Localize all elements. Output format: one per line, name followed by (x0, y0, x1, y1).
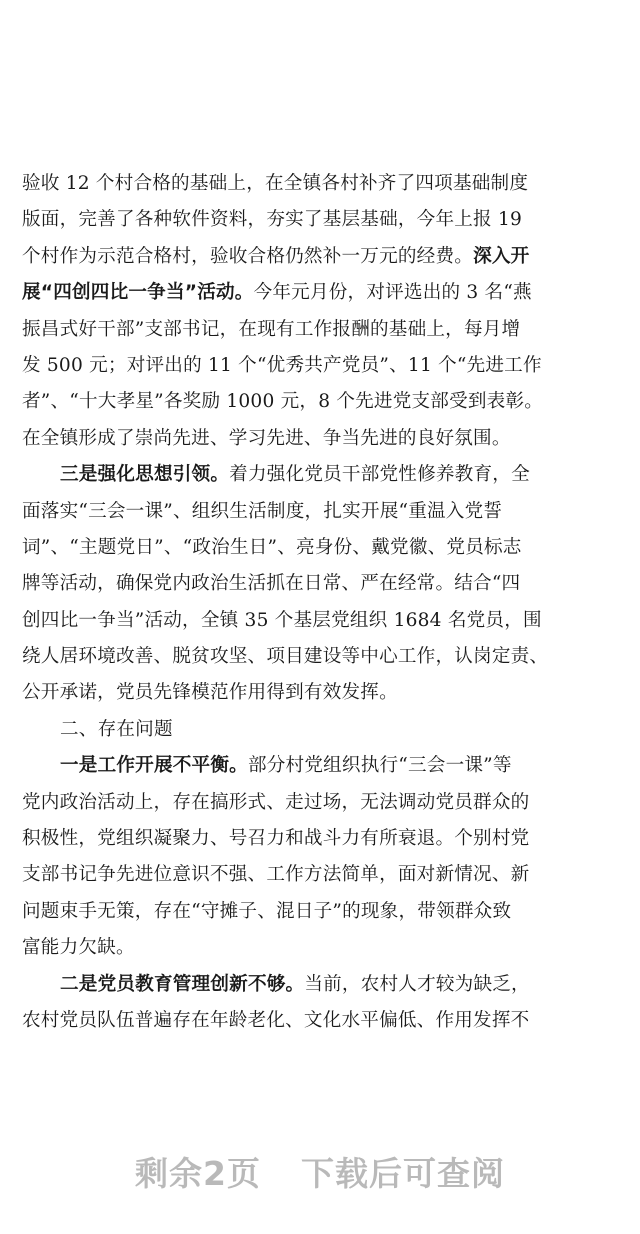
text-line (22, 275, 612, 311)
text-line (22, 457, 612, 493)
text-line (22, 785, 612, 821)
text-line (22, 239, 612, 275)
text-line (22, 166, 612, 202)
text-segment: 二、存在问题 (60, 718, 173, 740)
text-segment: 今年元月份，对评选出的 3 名“燕 (253, 282, 532, 304)
text-segment: 验收 12 个村合格的基础上，在全镇各村补齐了四项基础制度 (22, 173, 529, 194)
text-segment: 振昌式好干部”支部书记，在现有工作报酬的基础上，每月增 (22, 318, 521, 340)
text-line (22, 639, 612, 675)
text-line (22, 421, 612, 457)
bold-text-segment: 展“四创四比一争当”活动。 (22, 282, 254, 304)
text-segment: 绕人居环境改善、脱贫攻坚、项目建设等中心工作，认岗定责、 (22, 646, 549, 668)
section-heading (22, 712, 612, 748)
text-segment: 牌等活动，确保党内政治生活抓在日常、严在经常。结合“四 (22, 573, 521, 595)
text-segment: 当前，农村人才较为缺乏， (304, 973, 530, 995)
text-segment: 支部书记争先进位意识不强、工作方法简单，面对新情况、新 (22, 864, 530, 886)
text-line (22, 603, 612, 639)
text-segment: 个村作为示范合格村，验收合格仍然补一万元的经费。 (22, 245, 474, 267)
text-line (22, 494, 612, 530)
bold-text-segment: 深入开 (473, 245, 530, 267)
text-segment: 面落实“三会一课”、组织生活制度，扎实开展“重温入党誓 (22, 500, 503, 522)
text-segment: 发 500 元；对评出的 11 个“优秀共产党员”、11 个“先进工作 (22, 354, 542, 376)
text-segment: 着力强化党员干部党性修养教育，全 (229, 464, 530, 486)
bold-text-segment: 一是工作开展不平衡。 (60, 755, 248, 777)
text-line (22, 566, 612, 602)
bold-text-segment: 二是党员教育管理创新不够。 (60, 973, 305, 995)
text-line (22, 821, 612, 857)
text-segment: 党内政治活动上，存在搞形式、走过场，无法调动党员群众的 (22, 791, 530, 813)
text-line (22, 1003, 612, 1039)
text-segment: 问题束手无策，存在“守摊子、混日子”的现象，带领群众致 (22, 900, 512, 922)
text-line (22, 530, 612, 566)
text-line (22, 312, 612, 348)
text-segment: 部分村党组织执行“三会一课”等 (247, 755, 512, 777)
text-line (22, 675, 612, 711)
text-line (22, 748, 612, 784)
text-line (22, 202, 612, 238)
text-line (22, 348, 612, 384)
text-segment: 富能力欠缺。 (22, 937, 135, 959)
text-line (22, 894, 612, 930)
text-segment: 在全镇形成了崇尚先进、学习先进、争当先进的良好氛围。 (22, 427, 511, 449)
text-segment: 词”、“主题党日”、“政治生日”、亮身份、戴党徽、党员标志 (22, 536, 522, 558)
remaining-pages-label: 剩余2页 (135, 1154, 261, 1193)
text-segment: 公开承诺，党员先锋模范作用得到有效发挥。 (22, 682, 398, 704)
text-segment: 积极性，党组织凝聚力、号召力和战斗力有所衰退。个别村党 (22, 828, 530, 850)
bold-text-segment: 三是强化思想引领。 (60, 464, 230, 486)
download-to-view-label: 下载后可查阅 (300, 1154, 505, 1193)
document-body (22, 166, 612, 1039)
text-segment: 农村党员队伍普遍存在年龄老化、文化水平偏低、作用发挥不 (22, 1009, 530, 1031)
text-segment: 创四比一争当”活动，全镇 35 个基层党组织 1684 名党员，围 (22, 609, 542, 631)
text-line (22, 930, 612, 966)
download-prompt-banner[interactable] (0, 1148, 640, 1195)
text-segment: 者”、“十大孝星”各奖励 1000 元，8 个先进党支部受到表彰。 (22, 391, 544, 413)
text-line (22, 384, 612, 420)
text-segment: 版面，完善了各种软件资料，夯实了基层基础，今年上报 19 (22, 209, 523, 231)
text-line (22, 857, 612, 893)
text-line (22, 967, 612, 1003)
